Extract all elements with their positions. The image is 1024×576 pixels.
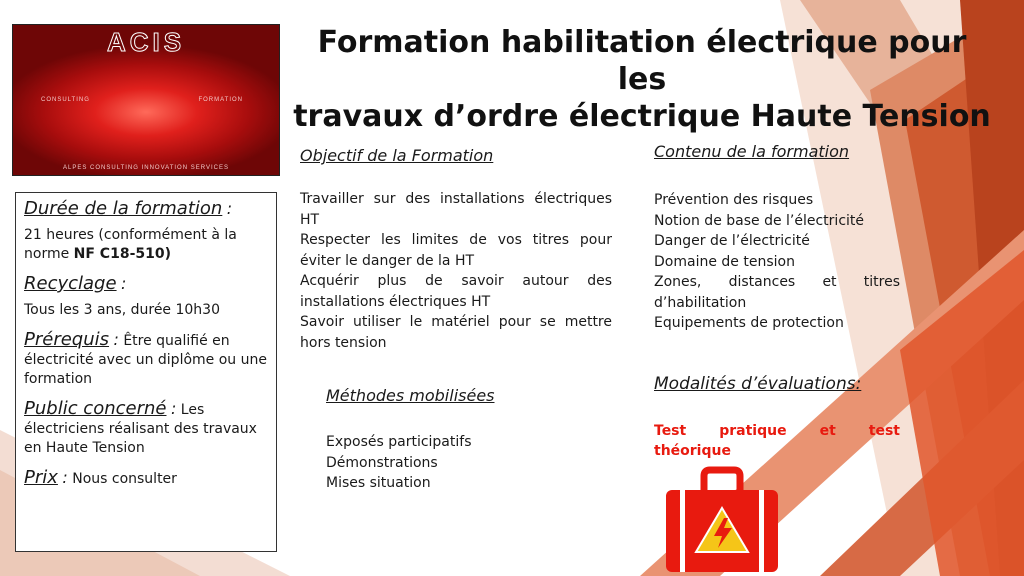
objectif-item: Travailler sur des installations électriques HT (300, 191, 612, 228)
methodes-list (326, 432, 472, 494)
duree-block (24, 199, 268, 264)
duree-norme: NF C18-510) (73, 246, 171, 262)
methode-item: Mises situation (326, 475, 431, 491)
duree-colon: : (226, 199, 233, 218)
recyclage-label: Recyclage (24, 273, 117, 294)
contenu-heading: Contenu de la formation (654, 142, 850, 161)
logo-bottom-text: ALPES CONSULTING INNOVATION SERVICES (63, 165, 229, 171)
prerequis-label: Prérequis (24, 329, 110, 350)
prix-label: Prix (24, 467, 58, 488)
prix-block (24, 468, 268, 489)
public-colon: : (170, 399, 177, 418)
prix-colon: : (62, 468, 68, 487)
title-line-1: Formation habilitation électrique pour les (317, 25, 967, 97)
public-label: Public concerné (24, 398, 167, 419)
objectif-item: Acquérir plus de savoir autour des installations électriques HT (300, 273, 612, 310)
recyclage-block (24, 274, 268, 320)
prerequis-text: Être qualifié en électricité avec un diplôme ou une formation (24, 333, 267, 387)
methodes-heading: Méthodes mobilisées (326, 386, 495, 405)
contenu-item: Notion de base de l’électricité (654, 212, 865, 229)
prerequis-colon: : (113, 330, 119, 349)
prerequis-block (24, 330, 268, 389)
contenu-item: Domaine de tension (654, 253, 795, 270)
contenu-item: Equipements de protection (654, 315, 844, 331)
contenu-item: d’habilitation (654, 294, 747, 311)
evaluation-heading: Modalités d’évaluations: (654, 374, 862, 394)
page-title (292, 24, 992, 135)
logo-left-word: CONSULTING (41, 97, 90, 103)
acis-logo (12, 24, 280, 176)
title-line-2: travaux d’ordre électrique Haute Tension (293, 99, 991, 134)
objectif-item: Savoir utiliser le matériel pour se mettre hors tension (300, 314, 612, 351)
course-info-box (15, 192, 277, 552)
methode-item: Exposés participatifs (326, 434, 472, 450)
contenu-item: Zones, distances et titres (654, 274, 900, 290)
evaluation-text (654, 421, 900, 461)
recyclage-text: Tous les 3 ans, durée 10h30 (24, 302, 220, 318)
electrical-toolbox-icon (664, 466, 780, 574)
public-block (24, 399, 268, 458)
evaluation-line-1: Test pratique et test (654, 423, 900, 439)
contenu-item: Danger de l’électricité (654, 233, 810, 249)
contenu-item: Prévention des risques (654, 192, 814, 208)
prix-text: Nous consulter (72, 471, 177, 487)
objectif-heading: Objectif de la Formation (300, 146, 494, 165)
objectif-list (300, 189, 612, 353)
objectif-item: Respecter les limites de vos titres pour éviter le danger de la HT (300, 232, 612, 269)
logo-title: ACIS (106, 27, 186, 57)
evaluation-line-2: théorique (654, 443, 731, 459)
public-text: Les électriciens réalisant des travaux en Haute Tension (24, 402, 257, 456)
duree-text: 21 heures (conformément à la norme (24, 227, 237, 262)
methode-item: Démonstrations (326, 454, 438, 471)
recyclage-colon: : (121, 274, 127, 293)
logo-right-word: FORMATION (198, 97, 243, 103)
contenu-list (654, 190, 900, 334)
duree-label: Durée de la formation (24, 198, 223, 219)
